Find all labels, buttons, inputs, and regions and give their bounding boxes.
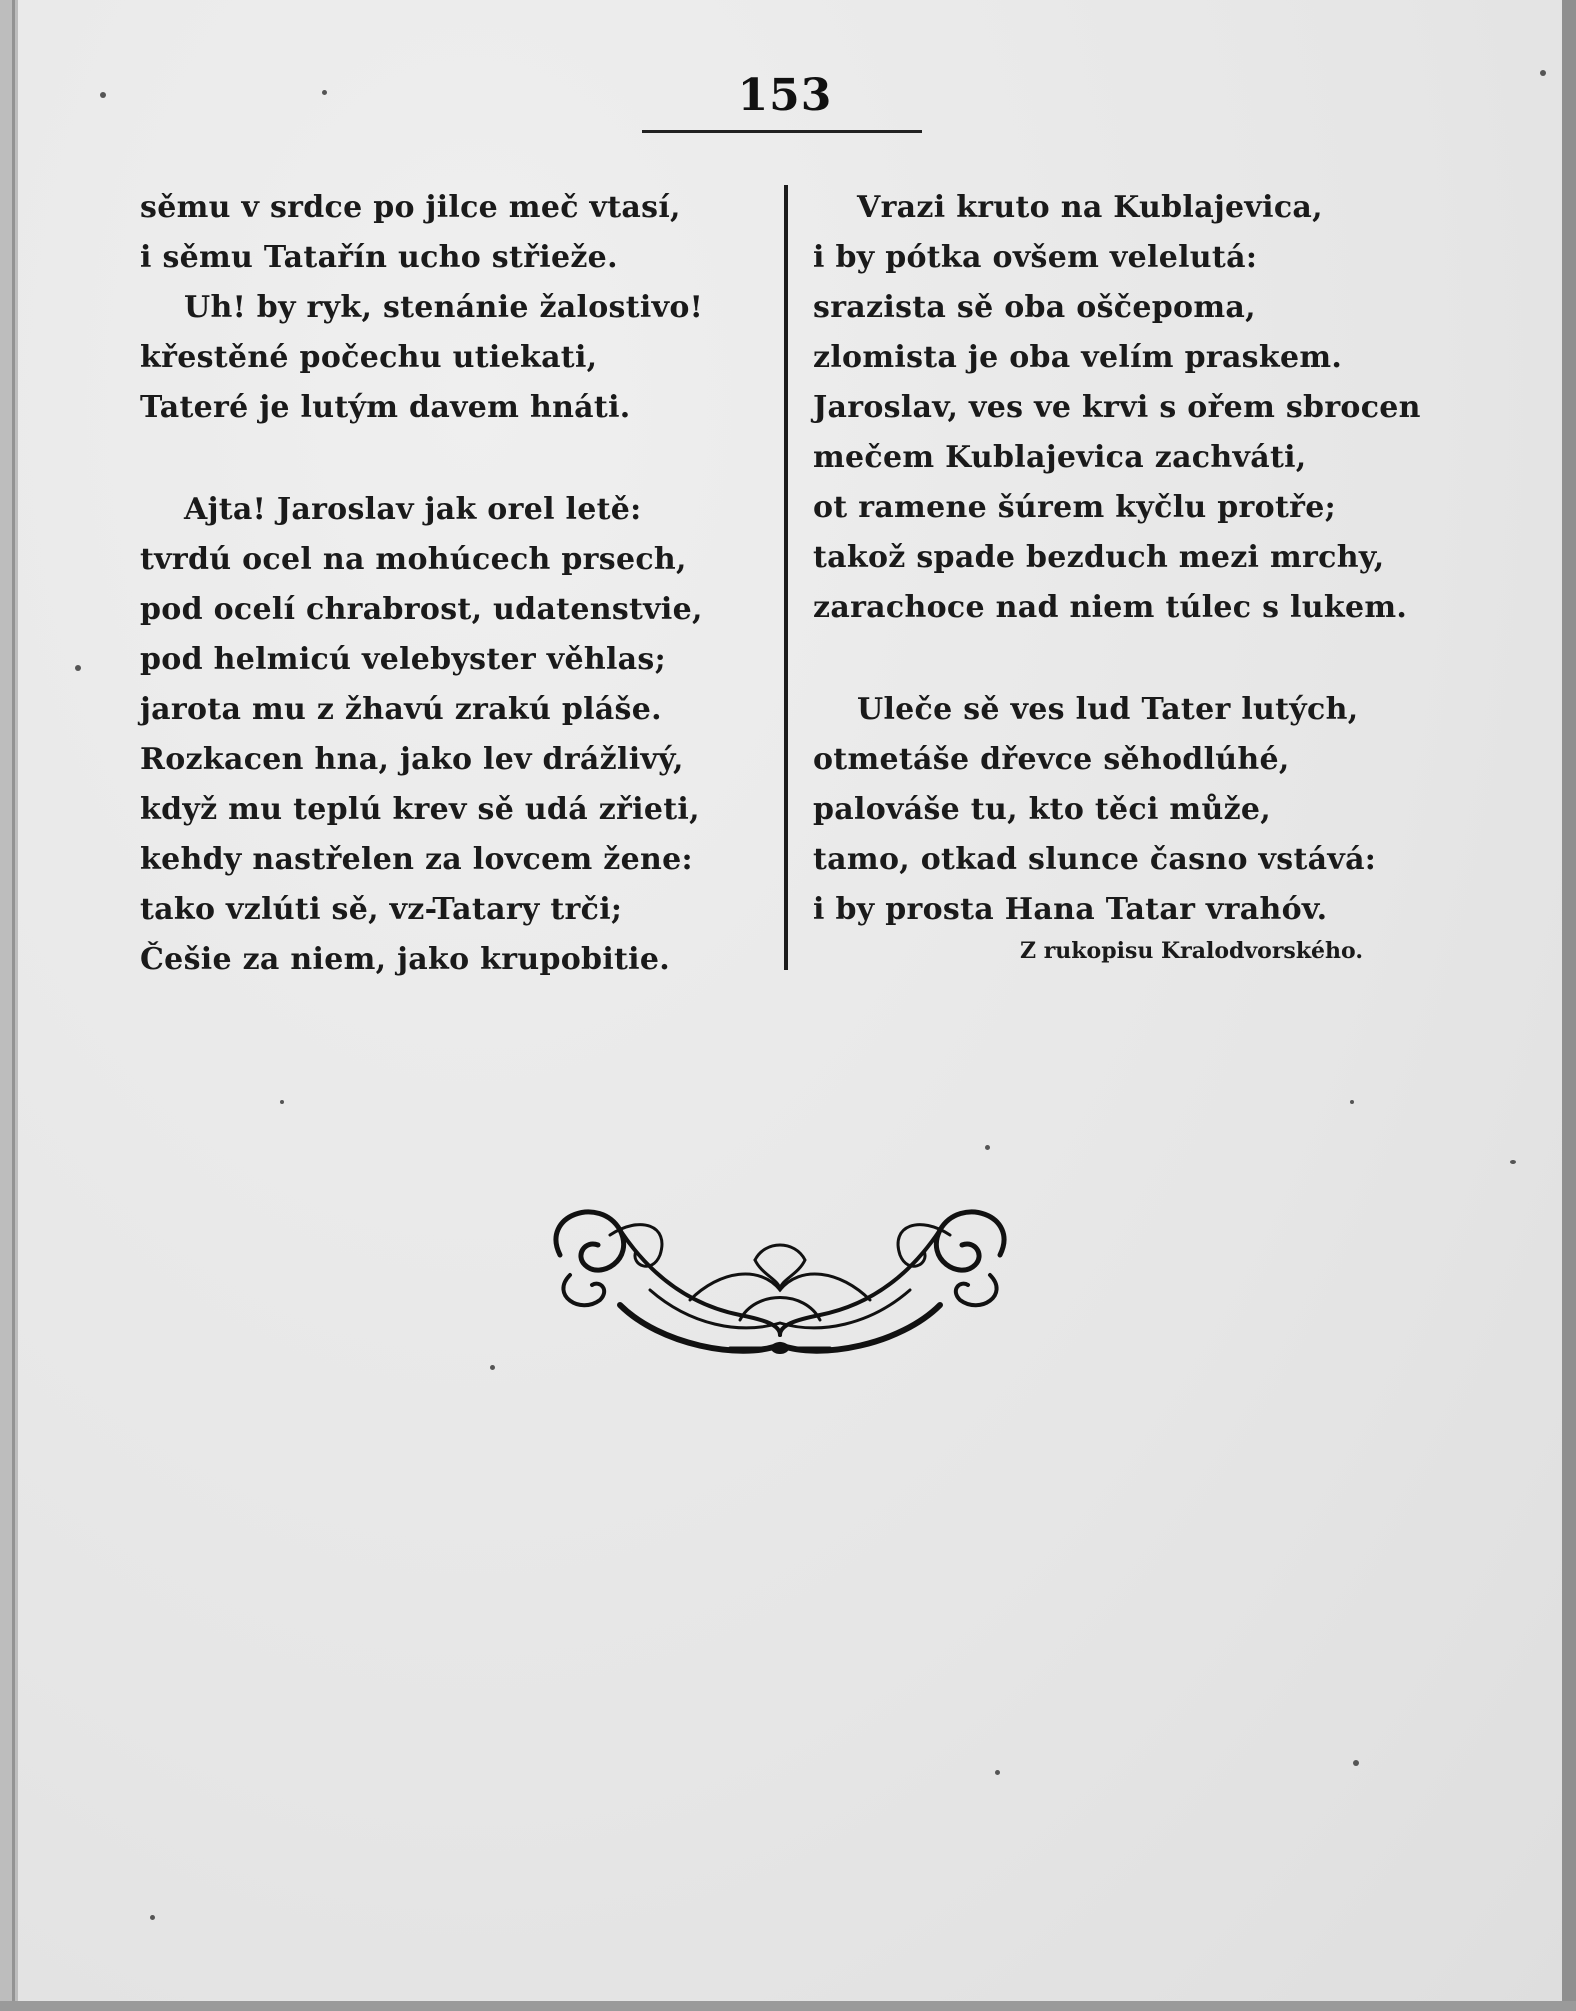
verse-line: Ajta! Jaroslav jak orel letě:: [184, 492, 642, 527]
verse-line: Vrazi kruto na Kublajevica,: [857, 190, 1323, 225]
verse-line: kehdy nastřelen za lovcem žene:: [140, 842, 693, 877]
verse-line: i by pótka ovšem velelutá:: [813, 240, 1258, 275]
verse-line: zarachoce nad niem túlec s lukem.: [813, 590, 1408, 625]
print-speck: [490, 1365, 495, 1370]
flourish-ornament-icon: [540, 1195, 1020, 1375]
verse-line: mečem Kublajevica zachváti,: [813, 440, 1307, 475]
print-speck: [150, 1915, 155, 1920]
print-speck: [1510, 1160, 1516, 1164]
page-bottom-edge: [0, 2001, 1576, 2011]
verse-line: Uh! by ryk, stenánie žalostivo!: [184, 290, 704, 325]
verse-line: tvrdú ocel na mohúcech prsech,: [140, 542, 687, 577]
print-speck: [985, 1145, 990, 1150]
print-speck: [322, 90, 327, 95]
verse-line: Jaroslav, ves ve krvi s ořem sbrocen: [813, 390, 1421, 425]
verse-line: ot ramene šúrem kyčlu protře;: [813, 490, 1336, 525]
print-speck: [995, 1770, 1000, 1775]
page-left-edge: [0, 0, 18, 2011]
verse-line: palováše tu, kto těci může,: [813, 792, 1272, 827]
verse-line: Češie za niem, jako krupobitie.: [140, 942, 671, 977]
verse-line: pod helmicú velebyster věhlas;: [140, 642, 666, 677]
print-speck: [75, 665, 81, 671]
verse-line: otmetáše dřevce sěhodlúhé,: [813, 742, 1290, 777]
print-speck: [100, 92, 106, 98]
verse-line: Rozkacen hna, jako lev drážlivý,: [140, 742, 684, 777]
print-speck: [1350, 1100, 1354, 1104]
page-right-edge: [1562, 0, 1576, 2011]
stanza-gap: [140, 433, 750, 485]
verse-line: jarota mu z žhavú zrakú pláše.: [140, 692, 662, 727]
right-column: [813, 183, 1453, 935]
page-number-rule: [642, 130, 922, 133]
verse-line: tako vzlúti sě, vz-Tatary trči;: [140, 892, 623, 927]
verse-line: Tateré je lutým davem hnáti.: [140, 390, 631, 425]
column-divider: [784, 185, 788, 970]
verse-line: i by prosta Hana Tatar vrahóv.: [813, 892, 1328, 927]
verse-line: pod ocelí chrabrost, udatenstvie,: [140, 592, 703, 627]
verse-line: když mu teplú krev sě udá zřieti,: [140, 792, 700, 827]
verse-line: srazista sě oba oščepoma,: [813, 290, 1256, 325]
source-attribution: Z rukopisu Kralodvorského.: [1020, 938, 1363, 964]
print-speck: [1353, 1760, 1359, 1766]
print-speck: [280, 1100, 284, 1104]
print-speck: [1540, 70, 1546, 76]
left-column: [140, 183, 750, 985]
verse-line: takož spade bezduch mezi mrchy,: [813, 540, 1385, 575]
verse-line: zlomista je oba velím praskem.: [813, 340, 1343, 375]
stanza-gap: [813, 633, 1453, 685]
verse-line: Uleče sě ves lud Tater lutých,: [857, 692, 1359, 727]
verse-line: i sěmu Tatařín ucho střieže.: [140, 240, 618, 275]
verse-line: tamo, otkad slunce časno vstává:: [813, 842, 1377, 877]
verse-line: křestěné počechu utiekati,: [140, 340, 598, 375]
page-number: 153: [737, 70, 833, 121]
verse-line: sěmu v srdce po jilce meč vtasí,: [140, 190, 681, 225]
